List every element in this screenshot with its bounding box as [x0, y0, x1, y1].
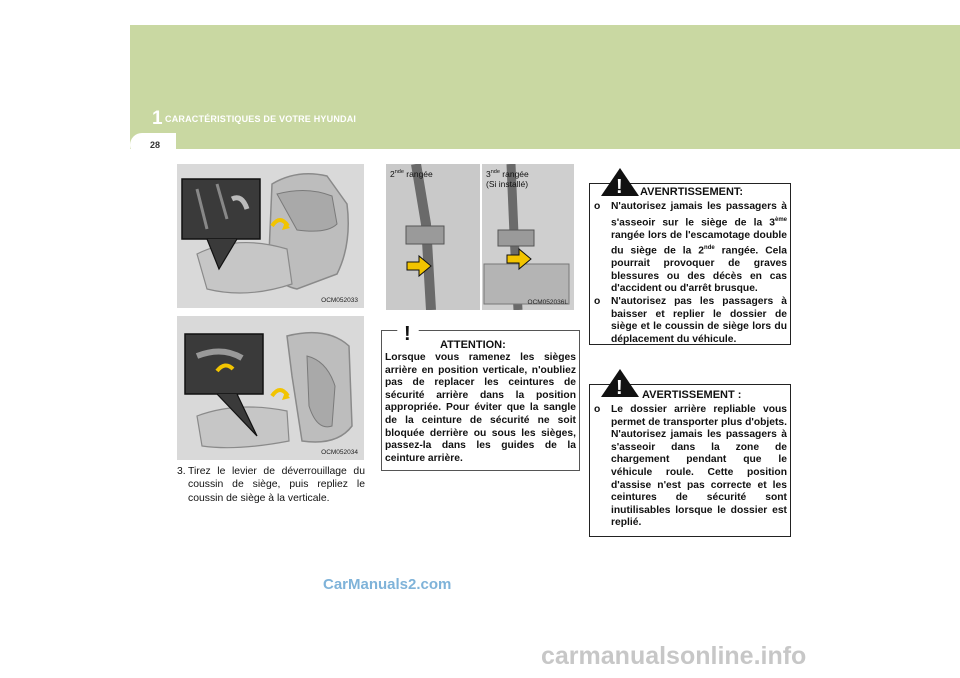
warning-1-bullet-1-c: rangée. Cela pourrait provoquer de graves blessures ou des décès en cas d'accident ou d'arrêt brusque.	[611, 245, 787, 295]
warning-2-triangle	[600, 368, 640, 398]
warning-triangle-icon	[392, 317, 424, 343]
chapter-title: CARACTÉRISTIQUES DE VOTRE HYUNDAI	[165, 114, 357, 124]
warning-2-title: AVERTISSEMENT :	[642, 389, 742, 401]
caption-second-row-sup: nde	[394, 169, 404, 175]
attention-body: Lorsque vous ramenez les sièges arrière en position verticale, n'oubliez pas de replacer les ceintures de sécurité arrière dans la position appropriée. Pour éviter que la sangle de la ceinture de sécurité ne soit bloquée derrière ou sous les sièges, passez-la dans les guides de la ceinture arrière.	[385, 352, 576, 464]
warning-1-bullet-2	[594, 296, 787, 346]
warning-2-bullet-1	[594, 404, 787, 530]
attention-title: ATTENTION:	[440, 339, 506, 351]
attention-box	[381, 323, 580, 471]
warning-2-bullet-1-text: Le dossier arrière repliable vous permet de transporter plus d'objets. N'autorisez jamais les passagers à s'asseoir dans la zone de chargement pendant que le véhicule roule. Cette position d'assise n'est pas correcte et les ceintures de sécurité sont inutilisables lorsque le dossier est replié.	[611, 404, 787, 529]
bullet-marker: o	[594, 296, 601, 307]
seat-illustration-2	[177, 316, 364, 460]
warning-triangle-icon	[600, 368, 640, 398]
photo-code-1: OCM052033	[321, 297, 358, 304]
photo-code-3: OCM052036L	[527, 299, 568, 306]
warning-1-bullet-1-a: N'autorisez jamais les passagers à s'asseoir sur le siège de la 3	[611, 201, 787, 229]
caption-second-row-rest: rangée	[403, 168, 433, 179]
warning-box-1	[589, 176, 791, 345]
warning-triangle-icon	[600, 167, 640, 197]
caption-third-row-rest: rangée	[499, 168, 529, 179]
svg-text:!: !	[616, 176, 623, 197]
svg-text:!: !	[404, 323, 411, 343]
caption-third-row	[486, 167, 529, 189]
warning-2-body	[594, 404, 787, 530]
bullet-marker: o	[594, 201, 601, 212]
warning-1-bullet-1-sup2: nde	[704, 245, 715, 252]
warning-1-bullet-1-sup1: ème	[774, 216, 787, 223]
caption-second-row-main: 2	[390, 168, 395, 179]
warning-1-bullet-2-text: N'autorisez pas les passagers à baisser et replier le dossier de siège et le coussin de siège lors du déplacement du véhicule.	[611, 296, 787, 345]
svg-text:!: !	[616, 377, 623, 398]
warning-1-triangle	[600, 167, 640, 197]
attention-triangle-icon	[392, 317, 424, 341]
caption-third-row-main: 3	[486, 168, 491, 179]
seatbelt-illustration	[386, 164, 574, 310]
caption-second-row	[390, 167, 433, 179]
seat-lever-photo-2	[177, 316, 364, 460]
bullet-marker: o	[594, 404, 601, 415]
header-band	[130, 25, 960, 149]
caption-third-row-sup: nde	[490, 169, 500, 175]
warning-1-body	[594, 201, 787, 346]
warning-1-bullet-1	[594, 201, 787, 296]
photo-code-2: OCM052034	[321, 449, 358, 456]
warning-box-2	[589, 377, 791, 537]
seatbelt-photo	[386, 164, 574, 310]
step-text: Tirez le levier de déverrouillage du coussin de siège, puis repliez le coussin de siège à la verticale.	[188, 466, 365, 504]
watermark-carmanuals2[interactable]: CarManuals2.com	[323, 576, 452, 593]
page-number: 28	[150, 140, 161, 150]
warning-1-title: AVENRTISSEMENT:	[640, 186, 744, 198]
step-number: 3.	[177, 466, 186, 477]
caption-third-row-note: (Si installé)	[486, 178, 529, 189]
seat-lever-photo-1	[177, 164, 364, 308]
watermark-carmanualsonline[interactable]: carmanualsonline.info	[541, 642, 807, 670]
seat-illustration-1	[177, 164, 364, 308]
warning-1-bullet-1-b: rangée lors de l'escamotage double du siège de la 2	[611, 229, 787, 257]
step-3-instruction	[177, 465, 365, 505]
chapter-number: 1	[152, 108, 163, 129]
